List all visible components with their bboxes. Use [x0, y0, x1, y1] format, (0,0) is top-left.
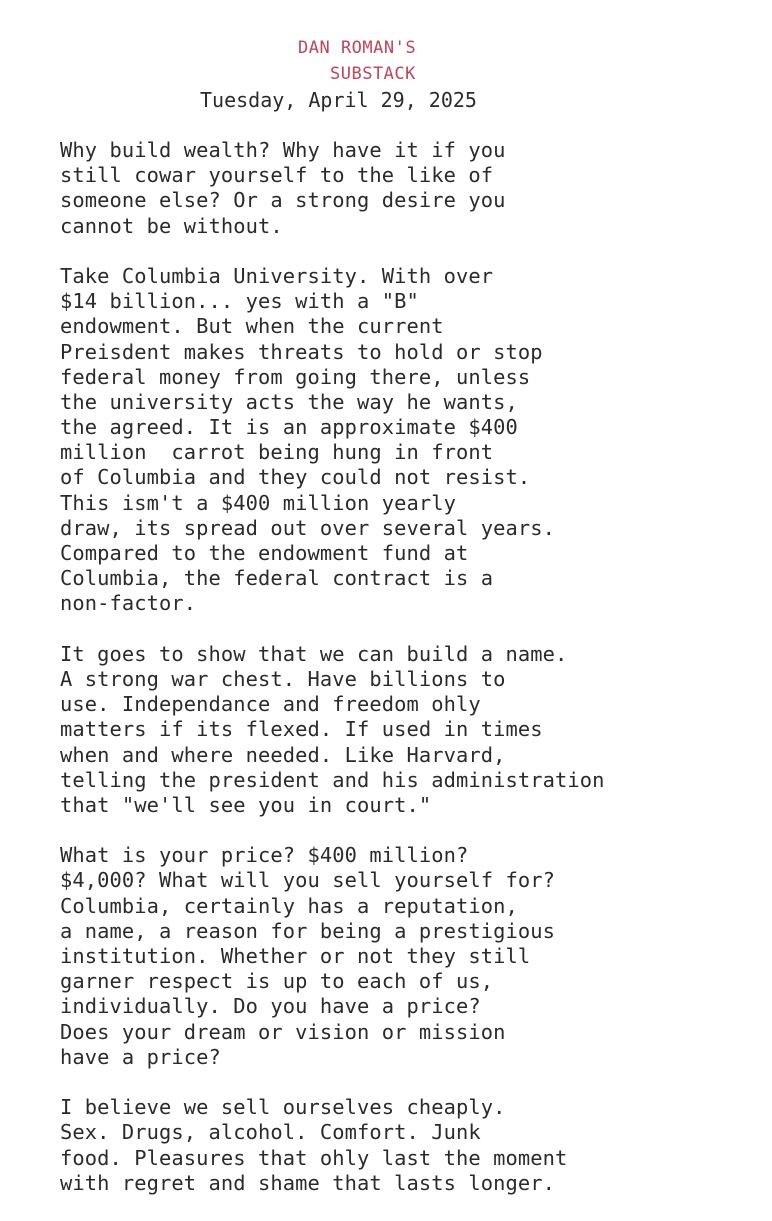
post-date: Tuesday, April 29, 2025 — [200, 88, 477, 112]
text-line: What is your price? $400 million? — [60, 843, 469, 868]
text-line: million carrot being hung in front — [60, 440, 494, 465]
text-line: cannot be without. — [60, 213, 283, 238]
masthead-substack: SUBSTACK — [330, 64, 416, 84]
text-line: draw, its spread out over several years. — [60, 515, 556, 540]
article-body — [60, 138, 760, 1221]
text-line: that "we'll see you in court." — [60, 792, 432, 817]
text-line: of Columbia and they could not resist. — [60, 465, 531, 490]
text-line: I believe we sell ourselves cheaply. — [60, 1095, 506, 1120]
text-line: A strong war chest. Have billions to — [60, 666, 506, 691]
paragraph — [60, 138, 760, 239]
text-line: matters if its flexed. If used in times — [60, 717, 543, 742]
masthead-name: DAN ROMAN'S — [298, 38, 417, 58]
text-line: Take Columbia University. With over — [60, 263, 494, 288]
text-line: $14 billion... yes with a "B" — [60, 289, 419, 314]
text-line: Columbia, certainly has a reputation, — [60, 893, 518, 918]
text-line: $4,000? What will you sell yourself for? — [60, 868, 556, 893]
text-line: garner respect is up to each of us, — [60, 969, 494, 994]
text-line: still cowar yourself to the like of — [60, 163, 494, 188]
text-line: individually. Do you have a price? — [60, 994, 481, 1019]
text-line: This ism't a $400 million yearly — [60, 490, 457, 515]
text-line: federal money from going there, unless — [60, 364, 531, 389]
text-line: Preisdent makes threats to hold or stop — [60, 339, 543, 364]
text-line: Compared to the endowment fund at — [60, 541, 469, 565]
text-line: someone else? Or a strong desire you — [60, 188, 506, 213]
paragraph — [60, 264, 760, 617]
text-line: Why build wealth? Why have it if you — [60, 138, 506, 162]
text-line: have a price? — [60, 1044, 221, 1069]
text-line: a name, a reason for being a prestigious — [60, 918, 556, 943]
text-line: food. Pleasures that ohly last the moment — [60, 1145, 568, 1170]
paragraph — [60, 1095, 760, 1196]
text-line: with regret and shame that lasts longer. — [60, 1170, 556, 1195]
text-line: It goes to show that we can build a name. — [60, 641, 568, 666]
text-line: the university acts the way he wants, — [60, 389, 518, 414]
text-line: when and where needed. Like Harvard, — [60, 742, 506, 767]
text-line: institution. Whether or not they still — [60, 944, 531, 968]
text-line: Columbia, the federal contract is a — [60, 566, 494, 591]
paragraph — [60, 642, 760, 818]
text-line: endowment. But when the current — [60, 314, 444, 339]
paragraph — [60, 843, 760, 1070]
text-line: telling the president and his administration — [60, 767, 605, 792]
text-line: Sex. Drugs, alcohol. Comfort. Junk — [60, 1120, 481, 1145]
text-line: use. Independance and freedom ohly — [60, 692, 481, 717]
text-line: non-factor. — [60, 591, 197, 616]
text-line: Does your dream or vision or mission — [60, 1019, 506, 1044]
text-line: the agreed. It is an approximate $400 — [60, 415, 518, 440]
